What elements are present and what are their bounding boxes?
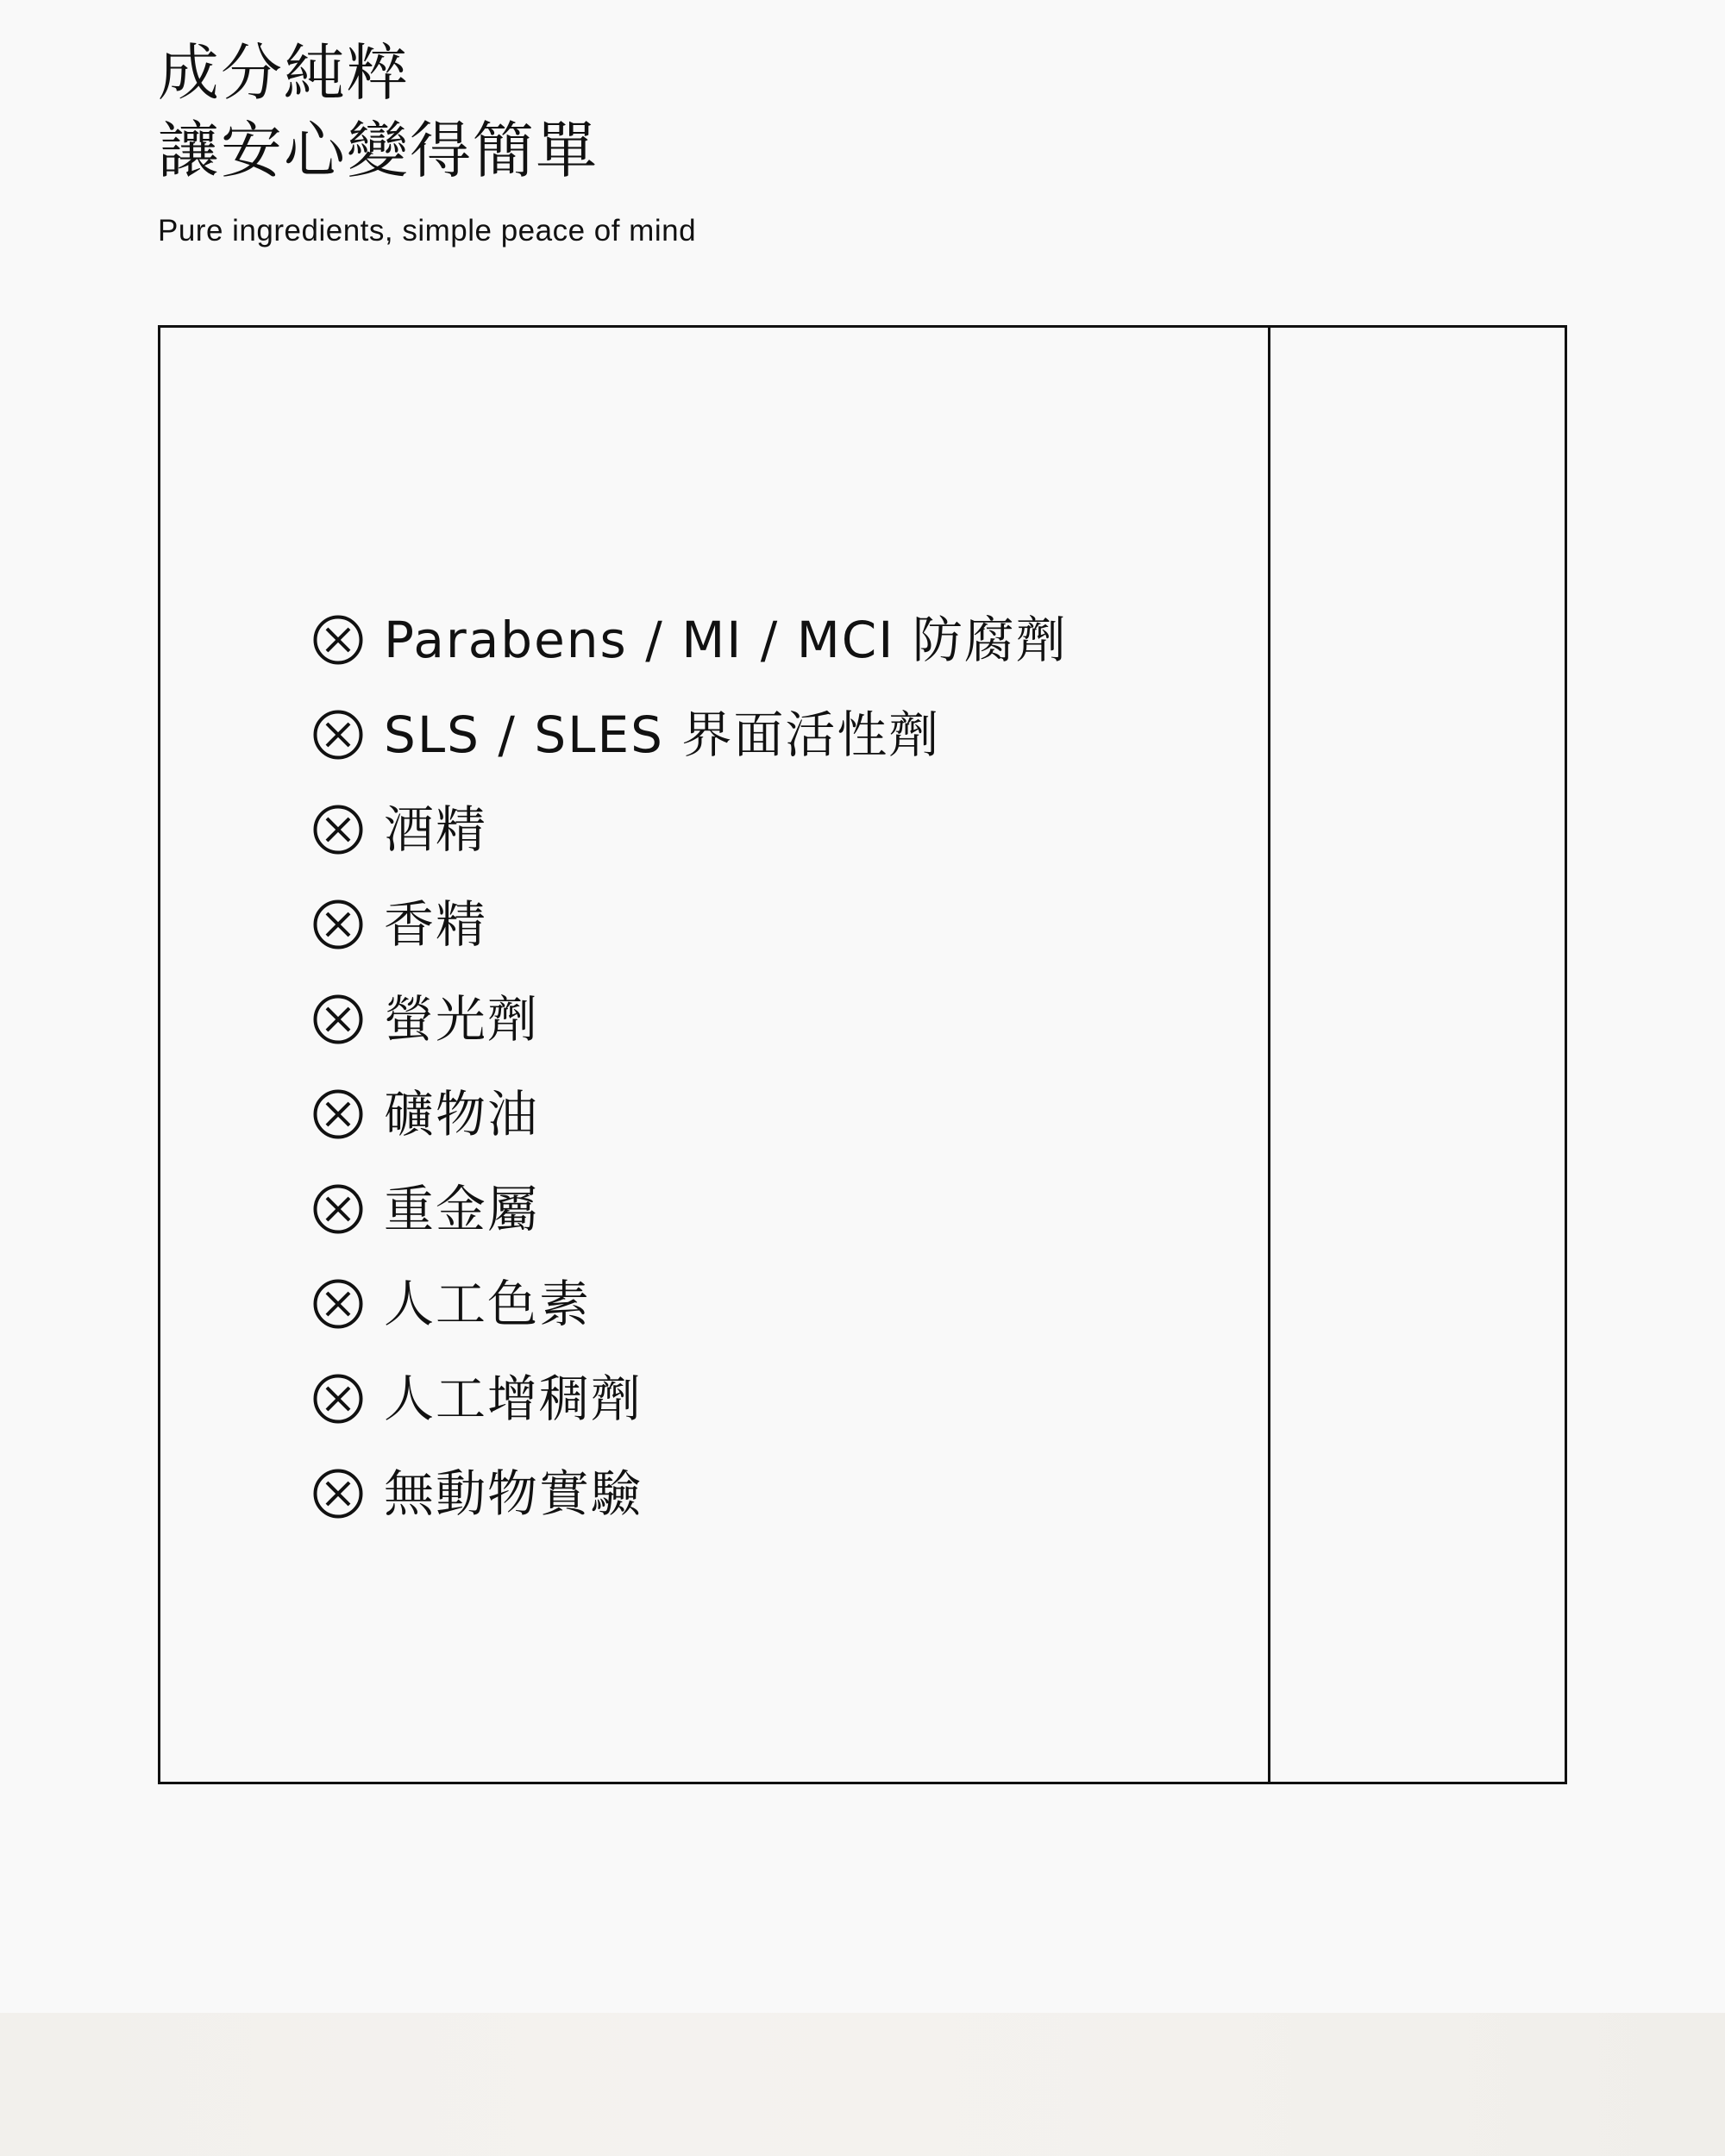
- page-subtitle: Pure ingredients, simple peace of mind: [158, 214, 697, 248]
- list-item: [313, 1067, 1068, 1162]
- excluded-ingredients-list: [313, 592, 1068, 1541]
- list-item: [313, 592, 1068, 687]
- list-item-label: 礦物油: [384, 1085, 540, 1144]
- panel-divider: [1268, 328, 1270, 1782]
- footer-band: [0, 2013, 1725, 2156]
- list-item: [313, 972, 1068, 1067]
- list-item: [313, 1257, 1068, 1351]
- list-item-label: SLS / SLES 界面活性劑: [384, 705, 941, 764]
- circled-x-icon: [313, 615, 363, 665]
- circled-x-icon: [313, 1469, 363, 1519]
- page-heading: [158, 34, 599, 190]
- list-item: [313, 1162, 1068, 1257]
- circled-x-icon: [313, 1279, 363, 1329]
- ingredients-panel: [158, 325, 1567, 1784]
- circled-x-icon: [313, 710, 363, 760]
- list-item-label: 重金屬: [384, 1180, 540, 1238]
- heading-line-1: 成分純粹: [158, 37, 411, 109]
- circled-x-icon: [313, 1374, 363, 1424]
- list-item-label: 人工色素: [384, 1275, 592, 1333]
- circled-x-icon: [313, 1089, 363, 1139]
- circled-x-icon: [313, 994, 363, 1044]
- list-item-label: 螢光劑: [384, 990, 540, 1049]
- list-item: [313, 687, 1068, 782]
- list-item: [313, 782, 1068, 877]
- list-item-label: 香精: [384, 895, 488, 954]
- heading-line-2: 讓安心變得簡單: [158, 115, 599, 186]
- circled-x-icon: [313, 899, 363, 950]
- list-item: [313, 877, 1068, 972]
- list-item-label: Parabens / MI / MCI 防腐劑: [384, 611, 1068, 669]
- circled-x-icon: [313, 1184, 363, 1234]
- list-item-label: 無動物實驗: [384, 1464, 643, 1523]
- list-item-label: 酒精: [384, 800, 488, 859]
- list-item: [313, 1351, 1068, 1446]
- circled-x-icon: [313, 805, 363, 855]
- list-item: [313, 1446, 1068, 1541]
- list-item-label: 人工增稠劑: [384, 1369, 643, 1428]
